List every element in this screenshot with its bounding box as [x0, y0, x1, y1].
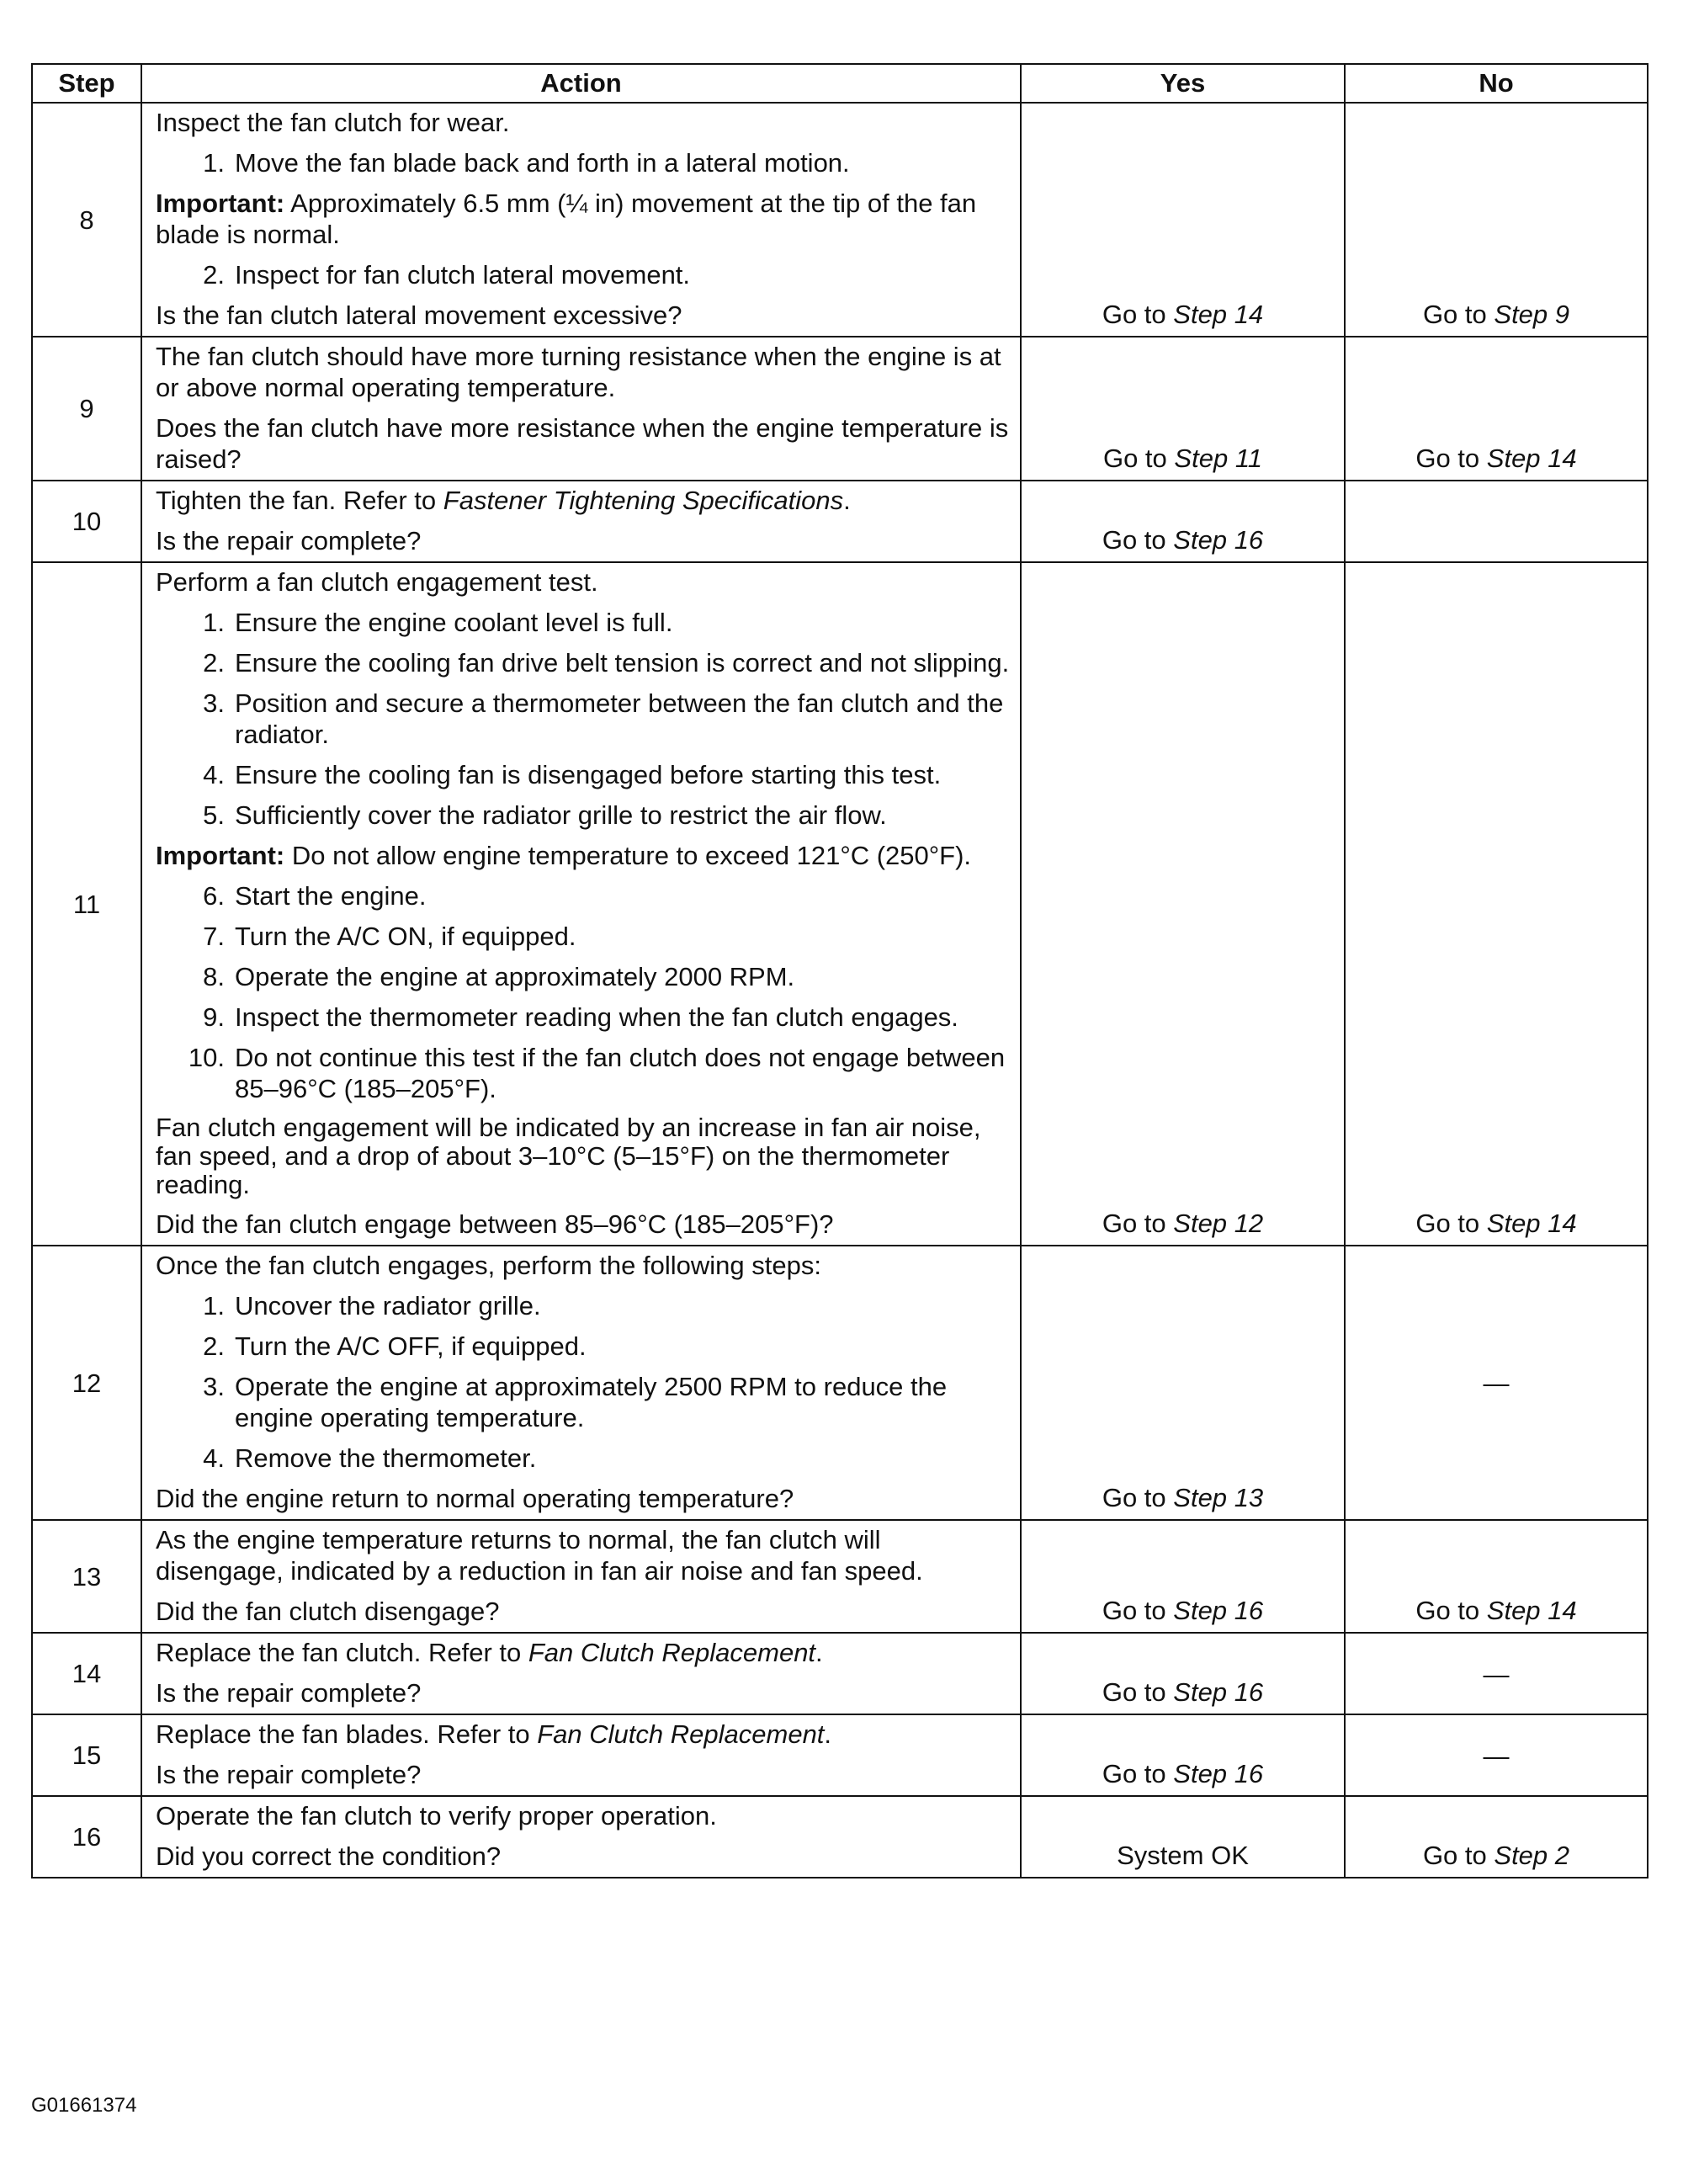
action-cell: [141, 1796, 1021, 1878]
action-cell: [141, 1520, 1021, 1633]
step-number: 14: [32, 1633, 141, 1714]
question: Did the engine return to normal operating temperature?: [156, 1484, 794, 1513]
table-row: [32, 1796, 1648, 1878]
action-text: Replace the fan clutch. Refer to Fan Clutch Replacement.: [156, 1638, 823, 1667]
step-number: 12: [32, 1246, 141, 1520]
table-row: [32, 1714, 1648, 1796]
no-cell: [1345, 481, 1648, 562]
list-item: 10. Do not continue this test if the fan clutch does not engage between 85–96°C (185–205°F).: [188, 1043, 1006, 1103]
yes-cell: Go to Step 16: [1021, 1714, 1345, 1796]
diagnostic-table: [31, 63, 1648, 1878]
step-number: 13: [32, 1520, 141, 1633]
step-number: 10: [32, 481, 141, 562]
yes-cell: Go to Step 16: [1021, 481, 1345, 562]
figure-code: G01661374: [31, 2094, 137, 2117]
action-text: Fan clutch engagement will be indicated by an increase in fan air noise, fan speed, and a drop of about 3–10°C (5–15°F) on the thermometer reading.: [156, 1113, 981, 1199]
list-item: 2. Turn the A/C OFF, if equipped.: [203, 1331, 587, 1361]
no-cell: Go to Step 14: [1345, 1520, 1648, 1633]
table-row: [32, 1633, 1648, 1714]
yes-cell: Go to Step 16: [1021, 1633, 1345, 1714]
table-row: [32, 1246, 1648, 1520]
question: Is the repair complete?: [156, 1760, 422, 1789]
list-item: 4. Remove the thermometer.: [203, 1443, 537, 1473]
list-item: 8. Operate the engine at approximately 2000 RPM.: [203, 962, 795, 991]
action-cell: [141, 103, 1021, 337]
header-action: Action: [141, 64, 1021, 103]
question: Did the fan clutch disengage?: [156, 1597, 500, 1626]
action-cell: [141, 1633, 1021, 1714]
action-cell: [141, 337, 1021, 481]
question: Is the repair complete?: [156, 1678, 422, 1708]
question: Is the repair complete?: [156, 526, 422, 555]
action-text: Replace the fan blades. Refer to Fan Clutch Replacement.: [156, 1719, 832, 1749]
yes-cell: Go to Step 14: [1021, 103, 1345, 337]
no-cell: Go to Step 2: [1345, 1796, 1648, 1878]
list-item: 1. Move the fan blade back and forth in a lateral motion.: [203, 148, 850, 178]
yes-cell: Go to Step 13: [1021, 1246, 1345, 1520]
list-item: 1. Ensure the engine coolant level is full.: [203, 608, 673, 637]
list-item: 5. Sufficiently cover the radiator grille to restrict the air flow.: [203, 800, 887, 830]
action-cell: [141, 481, 1021, 562]
list-item: 2. Inspect for fan clutch lateral movement.: [203, 260, 691, 290]
action-text: Inspect the fan clutch for wear.: [156, 108, 510, 137]
yes-cell: Go to Step 12: [1021, 562, 1345, 1246]
step-number: 9: [32, 337, 141, 481]
no-cell: Go to Step 9: [1345, 103, 1648, 337]
list-item: 7. Turn the A/C ON, if equipped.: [203, 922, 576, 951]
important-note: Important: Do not allow engine temperature to exceed 121°C (250°F).: [156, 841, 972, 870]
list-item: 9. Inspect the thermometer reading when the fan clutch engages.: [203, 1002, 958, 1032]
header-no: No: [1345, 64, 1648, 103]
action-text: Once the fan clutch engages, perform the following steps:: [156, 1251, 821, 1280]
header-yes: Yes: [1021, 64, 1345, 103]
question: Does the fan clutch have more resistance when the engine temperature is raised?: [156, 413, 1009, 474]
no-cell: Go to Step 14: [1345, 337, 1648, 481]
no-cell: Go to Step 14: [1345, 562, 1648, 1246]
no-cell: —: [1345, 1246, 1648, 1520]
step-number: 16: [32, 1796, 141, 1878]
table-row: [32, 481, 1648, 562]
table-row: [32, 337, 1648, 481]
action-text: Perform a fan clutch engagement test.: [156, 567, 598, 597]
step-number: 11: [32, 562, 141, 1246]
header-row: [32, 64, 1648, 103]
action-text: As the engine temperature returns to normal, the fan clutch will disengage, indicated by a reduction in fan air noise and fan speed.: [156, 1525, 923, 1586]
action-cell: [141, 562, 1021, 1246]
step-number: 15: [32, 1714, 141, 1796]
question: Did the fan clutch engage between 85–96°C (185–205°F)?: [156, 1209, 834, 1239]
action-cell: [141, 1246, 1021, 1520]
header-step: Step: [32, 64, 141, 103]
action-cell: [141, 1714, 1021, 1796]
table-row: [32, 1520, 1648, 1633]
list-item: 3. Position and secure a thermometer between the fan clutch and the radiator.: [203, 688, 1004, 749]
list-item: 3. Operate the engine at approximately 2500 RPM to reduce the engine operating temperature.: [203, 1372, 948, 1432]
table-row: [32, 562, 1648, 1246]
no-cell: —: [1345, 1633, 1648, 1714]
action-text: The fan clutch should have more turning resistance when the engine is at or above normal operating temperature.: [156, 342, 1001, 402]
yes-cell: System OK: [1021, 1796, 1345, 1878]
action-text: Operate the fan clutch to verify proper operation.: [156, 1801, 717, 1831]
question: Is the fan clutch lateral movement excessive?: [156, 300, 682, 330]
list-item: 6. Start the engine.: [203, 881, 427, 911]
yes-cell: Go to Step 16: [1021, 1520, 1345, 1633]
list-item: 2. Ensure the cooling fan drive belt tension is correct and not slipping.: [203, 648, 1010, 678]
yes-cell: Go to Step 11: [1021, 337, 1345, 481]
no-cell: —: [1345, 1714, 1648, 1796]
action-text: Tighten the fan. Refer to Fastener Tightening Specifications.: [156, 486, 851, 515]
question: Did you correct the condition?: [156, 1841, 502, 1871]
important-note: Important: Approximately 6.5 mm (¼ in) movement at the tip of the fan blade is normal.: [156, 189, 977, 249]
list-item: 4. Ensure the cooling fan is disengaged before starting this test.: [203, 760, 942, 789]
step-number: 8: [32, 103, 141, 337]
table-row: [32, 103, 1648, 337]
list-item: 1. Uncover the radiator grille.: [203, 1291, 541, 1320]
